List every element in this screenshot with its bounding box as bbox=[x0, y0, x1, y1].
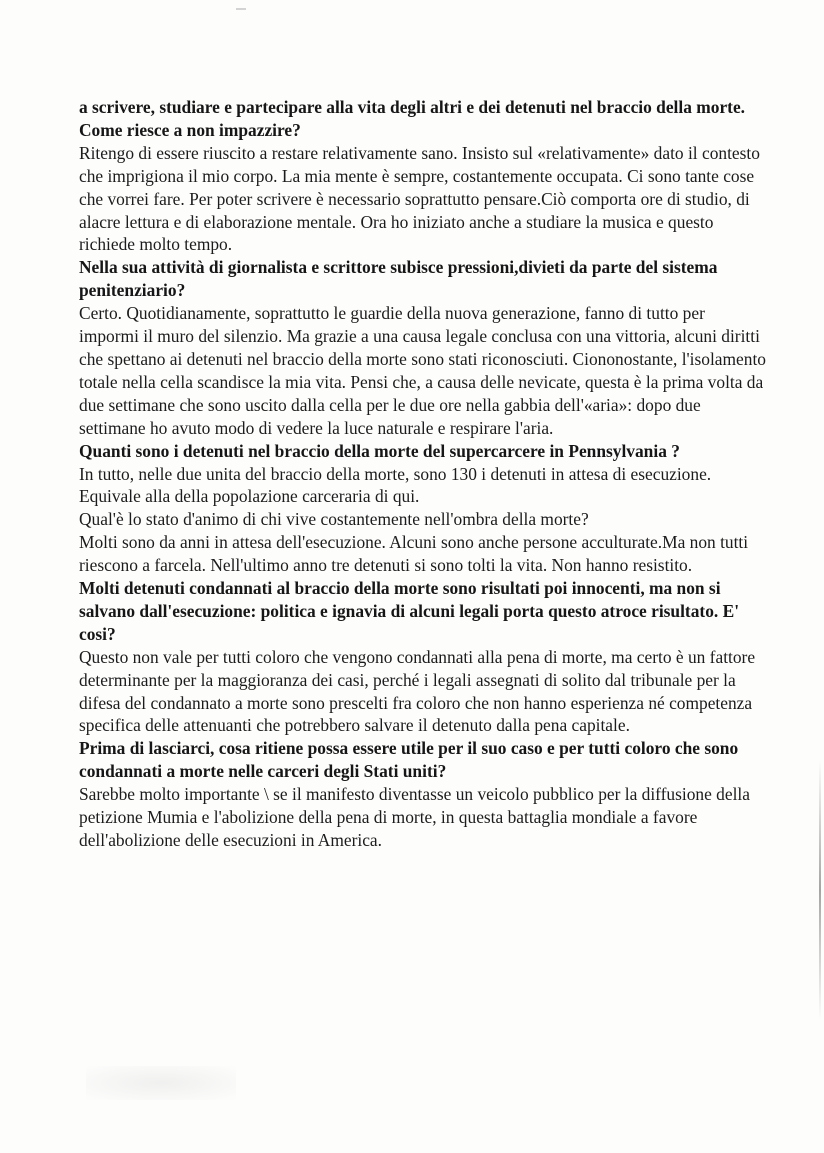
answer-1: Ritengo di essere riuscito a restare relativamente sano. Insisto sul «relativamente» dato il contesto che imprigiona il mio corpo. La mia mente è sempre, costantemente occupata. Ci sono tante cose che vorrei fare. Per poter scrivere è necessario soprattutto pensare.Ciò comporta ore di studio, di alacre lettura e di elaborazione mentale. Ora ho iniziato anche a studiare la musica e questo richiede molto tempo. bbox=[79, 142, 760, 255]
answer-3: In tutto, nelle due unita del braccio della morte, sono 130 i detenuti in attesa di esecuzione. Equivale alla della popolazione carceraria di qui. bbox=[79, 463, 712, 507]
scan-artifact-edge bbox=[819, 760, 821, 1020]
question-1: a scrivere, studiare e partecipare alla vita degli altri e dei detenuti nel braccio della morte. Come riesce a non impazzire? bbox=[79, 97, 746, 140]
question-6: Prima di lasciarci, cosa ritiene possa essere utile per il suo caso e per tutti coloro che sono condannati a morte nelle carceri degli Stati uniti? bbox=[79, 738, 739, 782]
scan-artifact-top bbox=[236, 8, 246, 10]
scan-artifact-smudge bbox=[86, 1066, 236, 1100]
answer-2: Certo. Quotidianamente, soprattutto le guardie della nuova generazione, fanno di tutto per impormi il muro del silenzio. Ma grazie a una causa legale conclusa con una vittoria, alcuni diritti che spettano ai detenuti nel braccio della morte sono stati riconosciuti. Ciononostante, l'isolamento totale nella cella scandisce la mia vita. Pensi che, a causa delle nevicate, questa è la prima volta da due settimane che sono uscito dalla cella per le due ore nella gabbia dell'«aria»: dopo due settimane ho avuto modo di vedere la luce naturale e respirare l'aria. bbox=[79, 303, 766, 438]
question-5: Molti detenuti condannati al braccio della morte sono risultati poi innocenti, ma non si salvano dall'esecuzione: politica e ignavia di alcuni legali porta questo atroce risultato. E' cosi? bbox=[79, 578, 740, 644]
answer-4: Molti sono da anni in attesa dell'esecuzione. Alcuni sono anche persone acculturate.Ma non tutti riescono a farcela. Nell'ultimo anno tre detenuti si sono tolti la vita. Non hanno resistito. bbox=[79, 532, 749, 576]
question-2: Nella sua attività di giornalista e scrittore subisce pressioni,divieti da parte del sistema penitenziario? bbox=[79, 257, 718, 301]
answer-5: Questo non vale per tutti coloro che vengono condannati alla pena di morte, ma certo è un fattore determinante per la maggioranza dei casi, perché i legali assegnati di solito dal tribunale per la difesa del condannato a morte sono prescelti fra coloro che non hanno esperienza né competenza specifica delle attenuanti che potrebbero salvare il detenuto dalla pena capitale. bbox=[79, 646, 756, 736]
question-3: Quanti sono i detenuti nel braccio della morte del supercarcere in Pennsylvania ? bbox=[79, 440, 680, 461]
interview-text bbox=[79, 96, 769, 852]
answer-6: Sarebbe molto importante \ se il manifesto diventasse un veicolo pubblico per la diffusione della petizione Mumia e l'abolizione della pena di morte, in questa battaglia mondiale a favore dell'abolizione delle esecuzioni in America. bbox=[79, 784, 750, 850]
question-4-plain: Qual'è lo stato d'animo di chi vive costantemente nell'ombra della morte? bbox=[79, 509, 589, 530]
